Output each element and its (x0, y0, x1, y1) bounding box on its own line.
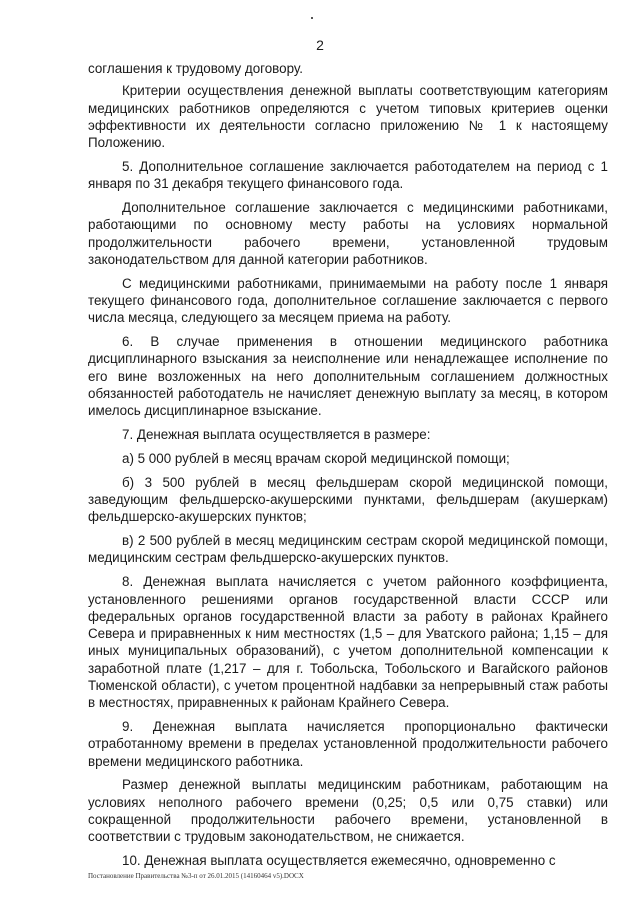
list-item: б) 3 500 рублей в месяц фельдшерам скорой медицинской помощи, заведующим фельдшерско-акушерскими пунктами, фельдшерам (акушеркам) фельдшерско-акушерских пунктов; (88, 474, 608, 525)
paragraph: 5. Дополнительное соглашение заключается работодателем на период с 1 января по 31 декабря текущего финансового года. (88, 158, 608, 192)
paragraph: соглашения к трудовому договору. (88, 61, 303, 76)
scan-speck (311, 17, 313, 19)
paragraph: 7. Денежная выплата осуществляется в размере: (122, 427, 431, 443)
list-item: а) 5 000 рублей в месяц врачам скорой медицинской помощи; (122, 450, 510, 466)
document-footer: Постановление Правительства №3-п от 26.01.2015 (14160464 v5).DOCX (88, 872, 304, 880)
paragraph: С медицинскими работниками, принимаемыми на работу после 1 января текущего финансового года, дополнительное соглашение заключается с первого числа месяца, следующего за месяцем приема на работу. (88, 275, 608, 326)
document-body (88, 60, 608, 876)
paragraph: Критерии осуществления денежной выплаты соответствующим категориям медицинских работников определяются с учетом типовых критериев оценки эффективности их деятельности согласно приложению № 1 к настоящему Положению. (88, 83, 608, 151)
list-item: в) 2 500 рублей в месяц медицинским сестрам скорой медицинской помощи, медицинским сестрам фельдшерско-акушерских пунктов. (88, 533, 608, 566)
paragraph: Дополнительное соглашение заключается с медицинскими работниками, работающими по основному месту работы на условиях нормальной продолжительности рабочего времени, установленной трудовым законодательством для данной категории работников. (88, 200, 608, 267)
page-number: 2 (316, 37, 324, 53)
paragraph: 9. Денежная выплата начисляется пропорционально фактически отработанному времени в пределах установленной продолжительности рабочего времени медицинского работника. (88, 719, 608, 769)
paragraph: Размер денежной выплаты медицинским работникам, работающим на условиях неполного рабочего времени (0,25; 0,5 или 0,75 ставки) или сокращенной продолжительности рабочего времени, установленной в соответствии с трудовым законодательством, не снижается. (88, 777, 608, 845)
paragraph: 8. Денежная выплата начисляется с учетом районного коэффициента, установленного решениями органов государственной власти СССР или федеральных органов государственной власти за работу в районах Крайнего Севера и приравненных к ним местностях (1,5 – для Уватского района; 1,15 – для иных муниципальных образований), с учетом дополнительной компенсации к заработной плате (1,217 – для г. Тобольска, Тобольского и Вагайского районов Тюменской области), с учетом процентной надбавки за непрерывный стаж работы в местностях, приравненных к районам Крайнего Севера. (88, 574, 608, 711)
paragraph: 6. В случае применения в отношении медицинского работника дисциплинарного взыскания за неисполнение или ненадлежащее исполнение по его вине возложенных на него дополнительным соглашением должностных обязанностей работодатель не начисляет денежную выплату за месяц, в котором имелось дисциплинарное взыскание. (88, 334, 608, 419)
paragraph: 10. Денежная выплата осуществляется ежемесячно, одновременно с (122, 853, 556, 869)
